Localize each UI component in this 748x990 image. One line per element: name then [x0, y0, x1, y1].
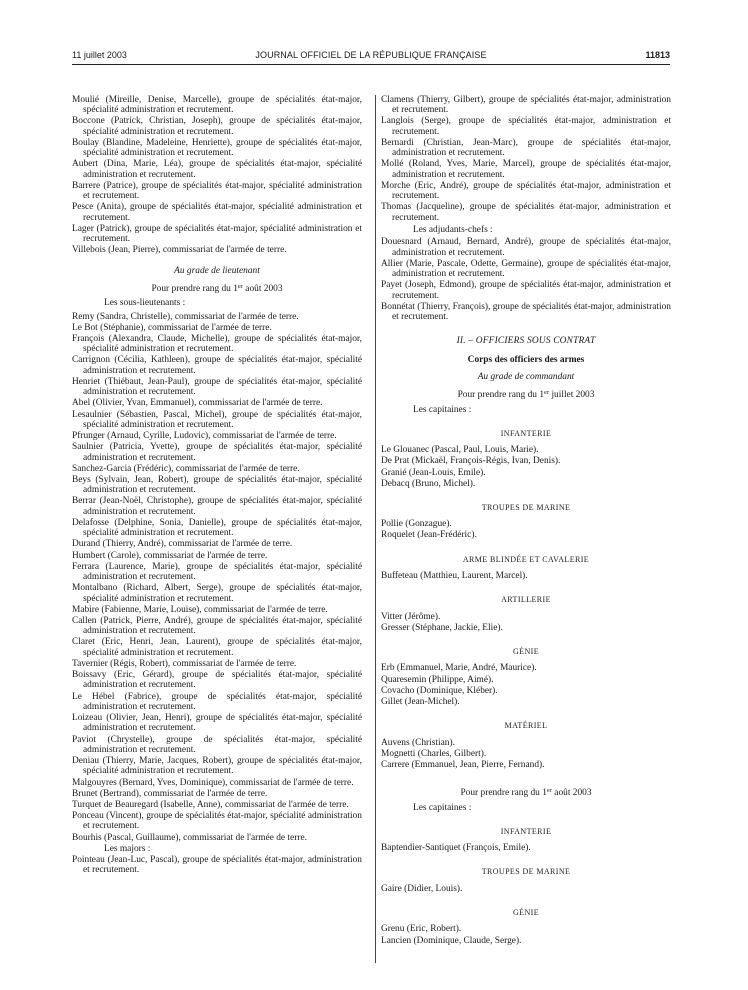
majors-heading: Les majors : [104, 843, 151, 854]
list-item: Deniau (Thierry, Marie, Jacques, Robert), groupe de spécialités état-major, spécialité administration et recrutement. [72, 756, 362, 777]
arm-heading: ARME BLINDÉE ET CAVALERIE [462, 554, 590, 564]
list-item: Claret (Eric, Henri, Jean, Laurent), groupe de spécialités état-major, spécialité administration et recrutement. [72, 637, 362, 658]
list-item: Clamens (Thierry, Gilbert), groupe de spécialités état-major, administration et recrutement. [381, 95, 671, 116]
list-item: Henriet (Thiébaut, Jean-Paul), groupe de spécialités état-major, spécialité administration et recrutement. [72, 376, 362, 398]
list-item: Mognetti (Charles, Gilbert). [381, 748, 487, 759]
list-item: Allier (Marie, Pascale, Odette, Germaine), groupe de spécialités état-major, administration et recrutement. [381, 258, 671, 280]
list-item: Le Glouanec (Pascal, Paul, Louis, Marie). [381, 445, 539, 456]
list-item: Ferrara (Laurence, Marie), groupe de spécialités état-major, spécialité administration et recrutement. [72, 561, 362, 583]
right-groups-2 [381, 827, 671, 946]
corps-heading: Corps des officiers des armes [467, 354, 585, 365]
list-item: Barrere (Patrice), groupe de spécialités état-major, spécialité administration et recrutement. [72, 180, 362, 202]
page-header [72, 50, 670, 64]
list-item: Remy (Sandra, Christelle), commissariat de l'armée de terre. [72, 311, 299, 322]
list-item: Langlois (Serge), groupe de spécialités état-major, administration et recrutement. [381, 116, 671, 137]
list-item: Bourhis (Pascal, Guillaume), commissariat de l'armée de terre. [72, 832, 307, 843]
arm-heading: GÉNIE [513, 647, 539, 657]
right-entries-b [381, 237, 671, 322]
list-item: Gaire (Didier, Louis). [381, 883, 463, 894]
list-item: Beys (Sylvain, Jean, Robert), groupe de spécialités état-major, spécialité administration et recrutement. [72, 474, 362, 496]
list-item: Vitter (Jérôme). [381, 611, 441, 622]
list-item: Roquelet (Jean-Frédéric). [381, 530, 477, 541]
list-item: Bonnétat (Thierry, François), groupe de spécialités état-major, administration et recrutement. [381, 301, 671, 323]
capitaines-heading-2: Les capitaines : [413, 802, 472, 813]
header-title: JOURNAL OFFICIEL DE LA RÉPUBLIQUE FRANÇAISE [255, 50, 487, 60]
header-rule [72, 64, 670, 65]
list-item: Callen (Patrick, Pierre, André), groupe de spécialités état-major, spécialité administration et recrutement. [72, 615, 362, 637]
grade-heading-lieutenant: Au grade de lieutenant [174, 265, 260, 276]
list-item: Turquet de Beauregard (Isabelle, Anne), commissariat de l'armée de terre. [72, 799, 349, 810]
grade-heading-commandant: Au grade de commandant [477, 371, 575, 382]
list-item: Mollé (Roland, Yves, Marie, Marcel), groupe de spécialités état-major, administration et recrutement. [381, 159, 671, 180]
list-item: Mabire (Fabienne, Marie, Louise), commissariat de l'armée de terre. [72, 604, 328, 615]
rank-date-line: Pour prendre rang du 1er août 2003 [151, 282, 283, 294]
arm-heading: MATÉRIEL [504, 721, 548, 731]
list-item: Granié (Jean-Louis, Emile). [381, 467, 486, 478]
list-item: Saulnier (Patricia, Yvette), groupe de spécialités état-major, spécialité administration et recrutement. [72, 442, 362, 463]
list-item: Brunet (Bertrand), commissariat de l'armée de terre. [72, 788, 268, 799]
list-item: Pesce (Anita), groupe de spécialités état-major, spécialité administration et recrutement. [72, 202, 362, 223]
right-groups-1 [381, 429, 671, 770]
list-item: Carrere (Emmanuel, Jean, Pierre, Fernand). [381, 759, 545, 770]
right-column [381, 95, 671, 947]
arm-heading: INFANTERIE [500, 826, 552, 836]
list-item: Lager (Patrick), groupe de spécialités état-major, spécialité administration et recrutement. [72, 223, 362, 245]
list-item: De Prat (Mickaël, François-Régis, Ivan, Denis). [381, 456, 561, 467]
left-column [72, 95, 362, 877]
list-item: Malgouyres (Bernard, Yves, Dominique), commissariat de l'armée de terre. [72, 777, 354, 788]
list-item: Boulay (Blandine, Madeleine, Henriette), groupe de spécialités état-major, spécialité administration et recrutement. [72, 137, 362, 159]
list-item: Sanchez-Garcia (Frédéric), commissariat de l'armée de terre. [72, 463, 300, 474]
list-item: Humbert (Carole), commissariat de l'armée de terre. [72, 550, 268, 561]
list-item: Grenu (Eric, Robert). [381, 924, 462, 935]
list-item: Gresser (Stéphane, Jackie, Elie). [381, 622, 503, 633]
right-entries-a [381, 95, 671, 223]
list-item: Baptendier-Santiquet (François, Emile). [381, 843, 531, 854]
sous-lieutenants-heading: Les sous-lieutenants : [104, 298, 186, 309]
list-item: Lesaulnier (Sébastien, Pascal, Michel), groupe de spécialités état-major, spécialité administration et recrutement. [72, 409, 362, 430]
adjudants-heading: Les adjudants-chefs : [413, 225, 493, 236]
list-item: Payet (Joseph, Edmond), groupe de spécialités état-major, administration et recrutement. [381, 280, 671, 301]
list-item: Thomas (Jacqueline), groupe de spécialités état-major, administration et recrutement. [381, 202, 671, 223]
section-heading: II. – OFFICIERS SOUS CONTRAT [456, 336, 596, 347]
list-item: Buffeteau (Matthieu, Laurent, Marcel). [381, 571, 528, 582]
left-entries-b [72, 312, 362, 843]
list-item: Durand (Thierry, André), commissariat de l'armée de terre. [72, 539, 293, 550]
list-item: Le Hébel (Fabrice), groupe de spécialités état-major, spécialité administration et recrutement. [72, 691, 362, 712]
left-entries-a [72, 95, 362, 256]
column-divider [375, 95, 376, 963]
rank-date-line-1: Pour prendre rang du 1er juillet 2003 [457, 389, 595, 401]
arm-heading: GÉNIE [513, 908, 539, 918]
rank-date-line-2: Pour prendre rang du 1er août 2003 [460, 787, 592, 799]
list-item: Loizeau (Olivier, Jean, Henri), groupe de spécialités état-major, spécialité administration et recrutement. [72, 713, 362, 734]
list-item: Quaresemin (Philippe, Aimé). [381, 674, 494, 685]
arm-heading: TROUPES DE MARINE [481, 867, 571, 877]
list-item: Montalbano (Richard, Albert, Serge), groupe de spécialités état-major, spécialité administration et recrutement. [72, 583, 362, 604]
header-date: 11 juillet 2003 [72, 50, 127, 60]
list-item: Le Bot (Stéphanie), commissariat de l'armée de terre. [72, 322, 272, 333]
list-item: Gillet (Jean-Michel). [381, 697, 460, 708]
list-item: Berrar (Jean-Noël, Christophe), groupe de spécialités état-major, spécialité administration et recrutement. [72, 496, 362, 517]
list-item: Tavernier (Régis, Robert), commissariat de l'armée de terre. [72, 658, 297, 669]
list-item: Debacq (Bruno, Michel). [381, 478, 476, 489]
list-item: Bernardi (Christian, Jean-Marc), groupe de spécialités état-major, administration et recrutement. [381, 137, 671, 159]
list-item: Delafosse (Delphine, Sonia, Danielle), groupe de spécialités état-major, spécialité administration et recrutement. [72, 517, 362, 539]
list-item: Morche (Eric, André), groupe de spécialités état-major, administration et recrutement. [381, 180, 671, 202]
list-item: Lancien (Dominique, Claude, Serge). [381, 935, 522, 946]
capitaines-heading-1: Les capitaines : [413, 404, 472, 415]
list-item: Ponceau (Vincent), groupe de spécialités état-major, spécialité administration et recrutement. [72, 811, 362, 832]
arm-heading: INFANTERIE [500, 428, 552, 438]
arm-heading: TROUPES DE MARINE [481, 503, 571, 512]
list-item: Boccone (Patrick, Christian, Joseph), groupe de spécialités état-major, spécialité administration et recrutement. [72, 116, 362, 137]
list-item: Pointeau (Jean-Luc, Pascal), groupe de spécialités état-major, administration et recrutement. [72, 855, 362, 876]
arm-heading: ARTILLERIE [501, 595, 551, 605]
header-page-number: 11813 [645, 50, 670, 60]
list-item: Douesnard (Arnaud, Bernard, André), groupe de spécialités état-major, administration et recrutement. [381, 237, 671, 258]
list-item: Abel (Olivier, Yvan, Emmanuel), commissariat de l'armée de terre. [72, 398, 323, 409]
list-item: Pfrunger (Arnaud, Cyrille, Ludovic), commissariat de l'armée de terre. [72, 431, 337, 442]
list-item: François (Alexandra, Claude, Michelle), groupe de spécialités état-major, spécialité administration et recrutement. [72, 333, 362, 355]
list-item: Pollie (Gonzague). [381, 519, 452, 530]
list-item: Erb (Emmanuel, Marie, André, Maurice). [381, 663, 537, 674]
list-item: Boissavy (Eric, Gérard), groupe de spécialités état-major, spécialité administration et recrutement. [72, 670, 362, 691]
list-item: Covacho (Dominique, Kléber). [381, 685, 498, 696]
left-entries-c [72, 855, 362, 876]
list-item: Carrignon (Cécilia, Kathleen), groupe de spécialités état-major, spécialité administration et recrutement. [72, 355, 362, 376]
list-item: Auvens (Christian). [381, 737, 455, 748]
list-item: Paviot (Chrystelle), groupe de spécialités état-major, spécialité administration et recrutement. [72, 734, 362, 755]
list-item: Moulié (Mireille, Denise, Marcelle), groupe de spécialités état-major, spécialité administration et recrutement. [72, 95, 362, 116]
list-item: Villebois (Jean, Pierre), commissariat de l'armée de terre. [72, 245, 287, 256]
list-item: Aubert (Dina, Marie, Léa), groupe de spécialités état-major, spécialité administration et recrutement. [72, 159, 362, 180]
